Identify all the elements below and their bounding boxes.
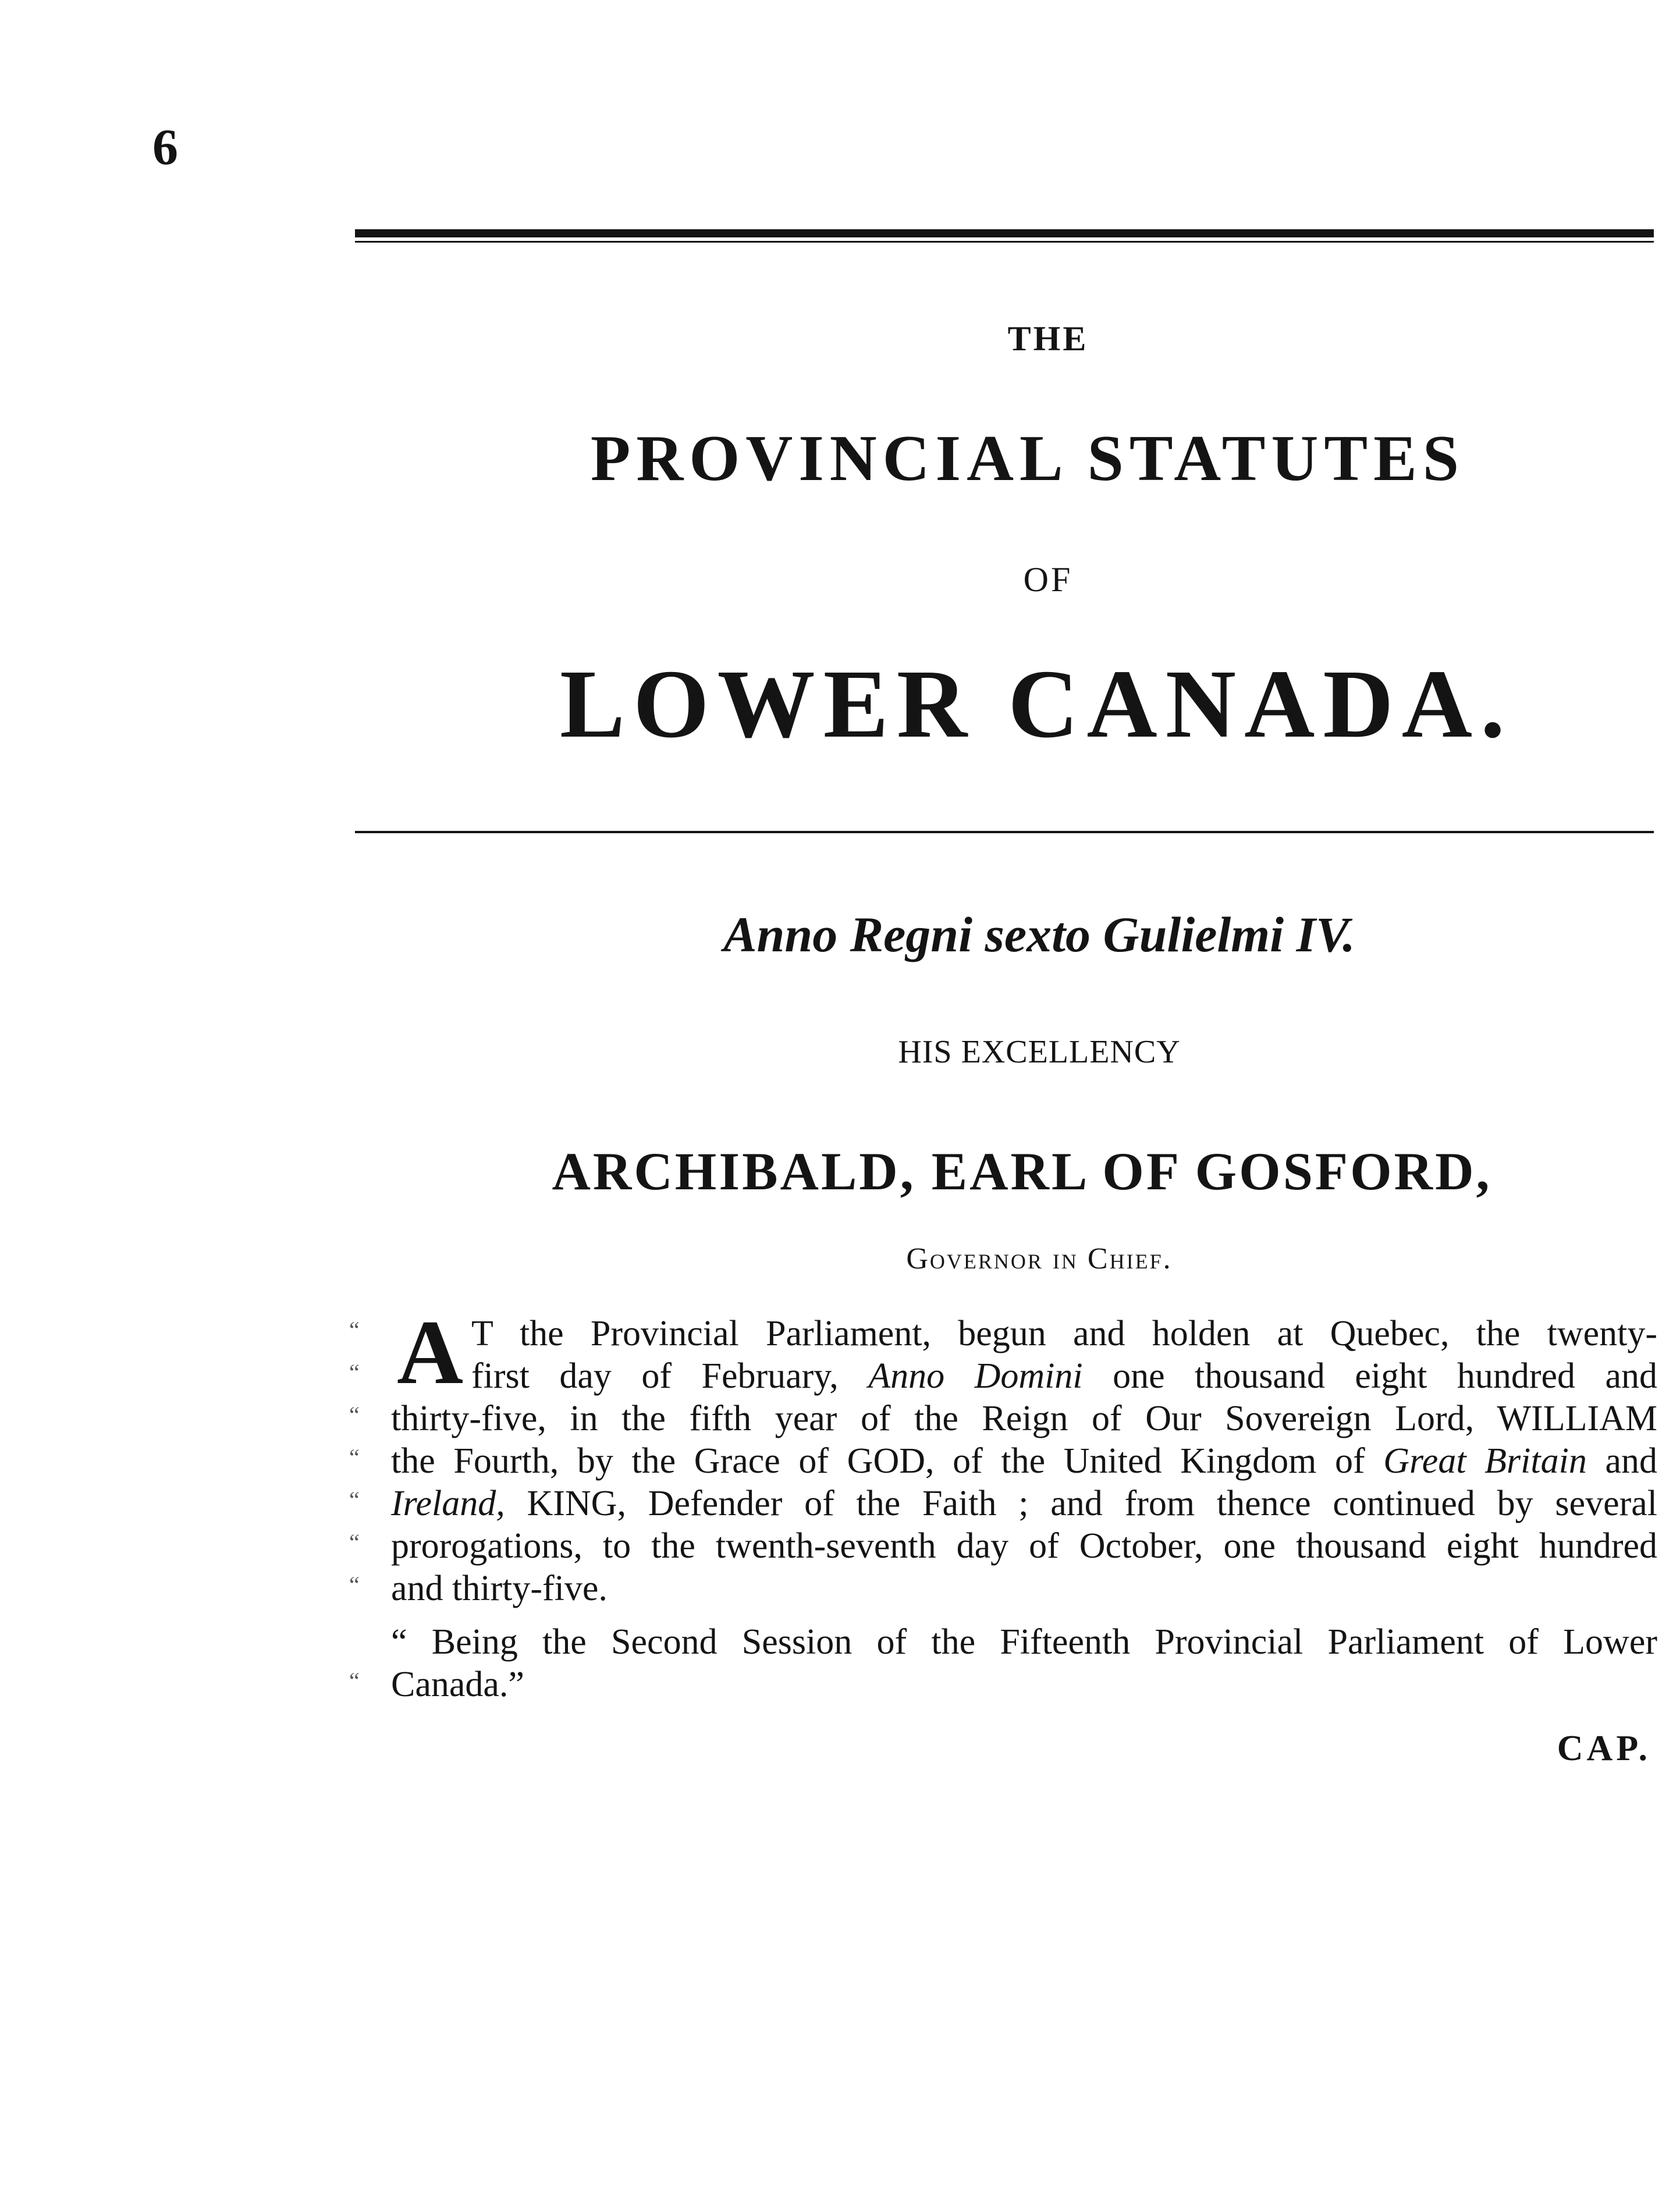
header-rule-thick [355, 229, 1654, 237]
text-run: first day of February, [471, 1356, 869, 1396]
text-run: KING, Defender of the Faith ; and from thence continued by several [505, 1484, 1657, 1523]
line-text: “ Being the Second Session of the Fifteenth Provincial Parliament of Lower [391, 1622, 1657, 1662]
line-text [391, 1525, 1657, 1568]
session-paragraph [349, 1621, 1657, 1706]
text-run: one thousand eight hundred and [1082, 1356, 1658, 1396]
quote-mark: “ [349, 1668, 360, 1694]
line-text [391, 1440, 1657, 1483]
quote-mark: “ [349, 1444, 360, 1470]
his-excellency-heading: HIS EXCELLENCY [898, 1034, 1181, 1070]
header-rule-thin [355, 241, 1654, 243]
italic-run: Ireland, [391, 1484, 505, 1523]
title-of: OF [1023, 560, 1073, 599]
proclamation-line [349, 1568, 1657, 1610]
reign-heading: Anno Regni sexto Gulielmi IV. [723, 907, 1355, 962]
quote-mark: “ [349, 1402, 360, 1428]
text-run: T the Provincial Parliament, begun and holden at Quebec, the twenty- [471, 1314, 1657, 1353]
drop-cap: A [397, 1302, 464, 1403]
proclamation-line [349, 1355, 1657, 1398]
proclamation-line [349, 1525, 1657, 1568]
text-run: and [1586, 1441, 1657, 1481]
quote-mark: “ [349, 1572, 360, 1598]
session-line [349, 1664, 1657, 1706]
session-line [349, 1621, 1657, 1664]
text-run: the Fourth, by the Grace of GOD, of the United Kingdom of [391, 1441, 1384, 1481]
line-text: Canada.” [391, 1665, 524, 1704]
line-text [391, 1483, 1657, 1525]
italic-run: Anno Domini [868, 1356, 1083, 1396]
governor-name: ARCHIBALD, EARL OF GOSFORD, [552, 1142, 1492, 1201]
text-run: and thirty-five. [391, 1569, 608, 1608]
quote-mark: “ [349, 1317, 360, 1343]
governor-title: Governor in Chief. [906, 1242, 1173, 1275]
italic-run: Great Britain [1383, 1441, 1587, 1481]
proclamation-paragraph [349, 1302, 1658, 1610]
page-number: 6 [152, 119, 178, 176]
proclamation-line [349, 1398, 1657, 1440]
line-text [471, 1355, 1657, 1398]
quote-mark: “ [349, 1487, 360, 1513]
title-the: THE [1007, 319, 1089, 358]
line-text [391, 1568, 1657, 1610]
proclamation-line [349, 1440, 1657, 1483]
line-text [391, 1398, 1657, 1440]
line-text [471, 1313, 1657, 1355]
quote-mark: “ [349, 1359, 360, 1385]
title-provincial-statutes: PROVINCIAL STATUTES [590, 422, 1465, 495]
title-lower-canada: LOWER CANADA. [559, 650, 1514, 758]
quote-mark: “ [349, 1529, 360, 1555]
proclamation-line [349, 1313, 1657, 1355]
proclamation-line [349, 1483, 1657, 1525]
text-run: prorogations, to the twenth-seventh day of October, one thousand eight hundred [391, 1526, 1657, 1566]
text-run: thirty-five, in the fifth year of the Reign of Our Sovereign Lord, WILLIAM [391, 1399, 1657, 1438]
catchword: CAP. [1557, 1729, 1651, 1768]
section-rule [355, 831, 1654, 833]
